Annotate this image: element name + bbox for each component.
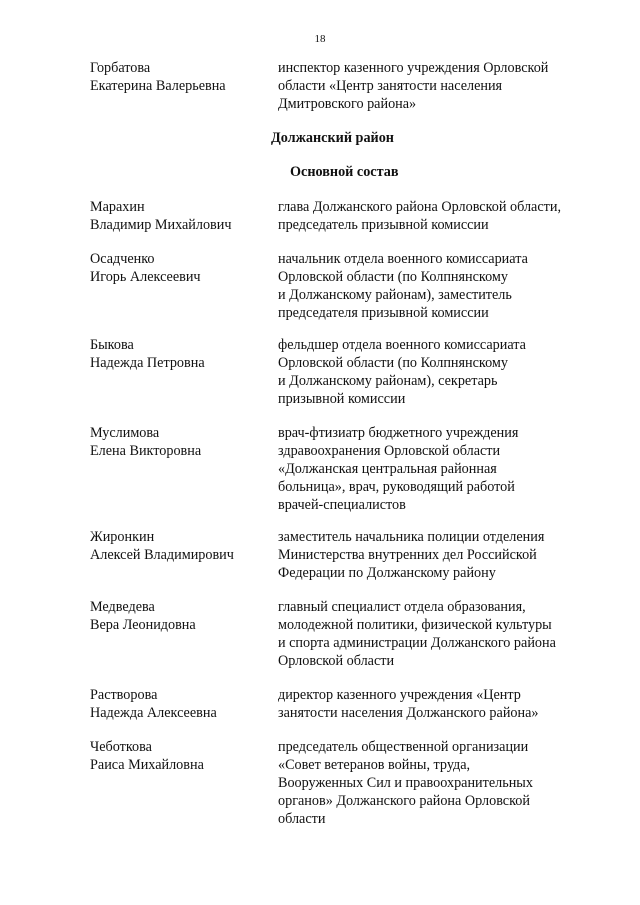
member-position-line: директор казенного учреждения «Центр bbox=[278, 687, 521, 703]
member-position-line: области bbox=[278, 811, 326, 827]
member-position-line: Орловской области (по Колпнянскому bbox=[278, 269, 508, 285]
member-name-line: Елена Викторовна bbox=[90, 443, 202, 459]
member-position-line: области «Центр занятости населения bbox=[278, 78, 503, 94]
member-position-line: Министерства внутренних дел Российской bbox=[278, 547, 537, 563]
member-position-line: «Совет ветеранов войны, труда, bbox=[278, 757, 471, 773]
member-position-line: заместитель начальника полиции отделения bbox=[278, 529, 545, 545]
member-position-line: врачей-специалистов bbox=[278, 497, 406, 513]
member-name-line: Надежда Петровна bbox=[90, 355, 205, 371]
member-position-line: «Должанская центральная районная bbox=[278, 461, 497, 477]
member-position-line: главный специалист отдела образования, bbox=[278, 599, 526, 615]
member-position-line: Вооруженных Сил и правоохранительных bbox=[278, 775, 533, 791]
member-name-line: Жиронкин bbox=[90, 529, 155, 545]
member-position-line: Орловской области (по Колпнянскому bbox=[278, 355, 508, 371]
member-name-line: Владимир Михайлович bbox=[90, 217, 232, 233]
district-heading: Должанский район bbox=[271, 130, 394, 146]
member-name-line: Муслимова bbox=[90, 425, 160, 441]
member-name-line: Алексей Владимирович bbox=[90, 547, 234, 563]
member-name-line: Надежда Алексеевна bbox=[90, 705, 217, 721]
member-position-line: инспектор казенного учреждения Орловской bbox=[278, 60, 549, 76]
member-position-line: Орловской области bbox=[278, 653, 395, 669]
member-position-line: Федерации по Должанскому району bbox=[278, 565, 496, 581]
member-position-line: и спорта администрации Должанского района bbox=[278, 635, 556, 651]
page-number: 18 bbox=[314, 33, 326, 45]
member-position-line: здравоохранения Орловской области bbox=[278, 443, 501, 459]
member-name-line: Медведева bbox=[90, 599, 155, 615]
member-position-line: и Должанскому районам), секретарь bbox=[278, 373, 498, 389]
member-position-line: призывной комиссии bbox=[278, 391, 406, 407]
member-name-line: Игорь Алексеевич bbox=[90, 269, 201, 285]
member-position-line: начальник отдела военного комиссариата bbox=[278, 251, 528, 267]
member-position-line: больница», врач, руководящий работой bbox=[278, 479, 515, 495]
member-position-line: Дмитровского района» bbox=[278, 96, 417, 112]
member-position-line: врач-фтизиатр бюджетного учреждения bbox=[278, 425, 519, 441]
member-position-line: органов» Должанского района Орловской bbox=[278, 793, 530, 809]
member-name-line: Быкова bbox=[90, 337, 134, 353]
member-name-line: Екатерина Валерьевна bbox=[90, 78, 226, 94]
member-position-line: занятости населения Должанского района» bbox=[278, 705, 539, 721]
member-position-line: молодежной политики, физической культуры bbox=[278, 617, 552, 633]
member-name-line: Вера Леонидовна bbox=[90, 617, 196, 633]
member-name-line: Растворова bbox=[90, 687, 158, 703]
member-name-line: Чеботкова bbox=[90, 739, 152, 755]
member-position-line: и Должанскому районам), заместитель bbox=[278, 287, 512, 303]
member-position-line: фельдшер отдела военного комиссариата bbox=[278, 337, 526, 353]
member-position-line: глава Должанского района Орловской области, bbox=[278, 199, 561, 215]
section-heading: Основной состав bbox=[290, 164, 399, 180]
member-name-line: Осадченко bbox=[90, 251, 155, 267]
member-position-line: председатель призывной комиссии bbox=[278, 217, 489, 233]
member-name-line: Раиса Михайловна bbox=[90, 757, 204, 773]
member-name-line: Горбатова bbox=[90, 60, 151, 76]
member-position-line: председатель общественной организации bbox=[278, 739, 529, 755]
member-position-line: председателя призывной комиссии bbox=[278, 305, 489, 321]
member-name-line: Марахин bbox=[90, 199, 145, 215]
